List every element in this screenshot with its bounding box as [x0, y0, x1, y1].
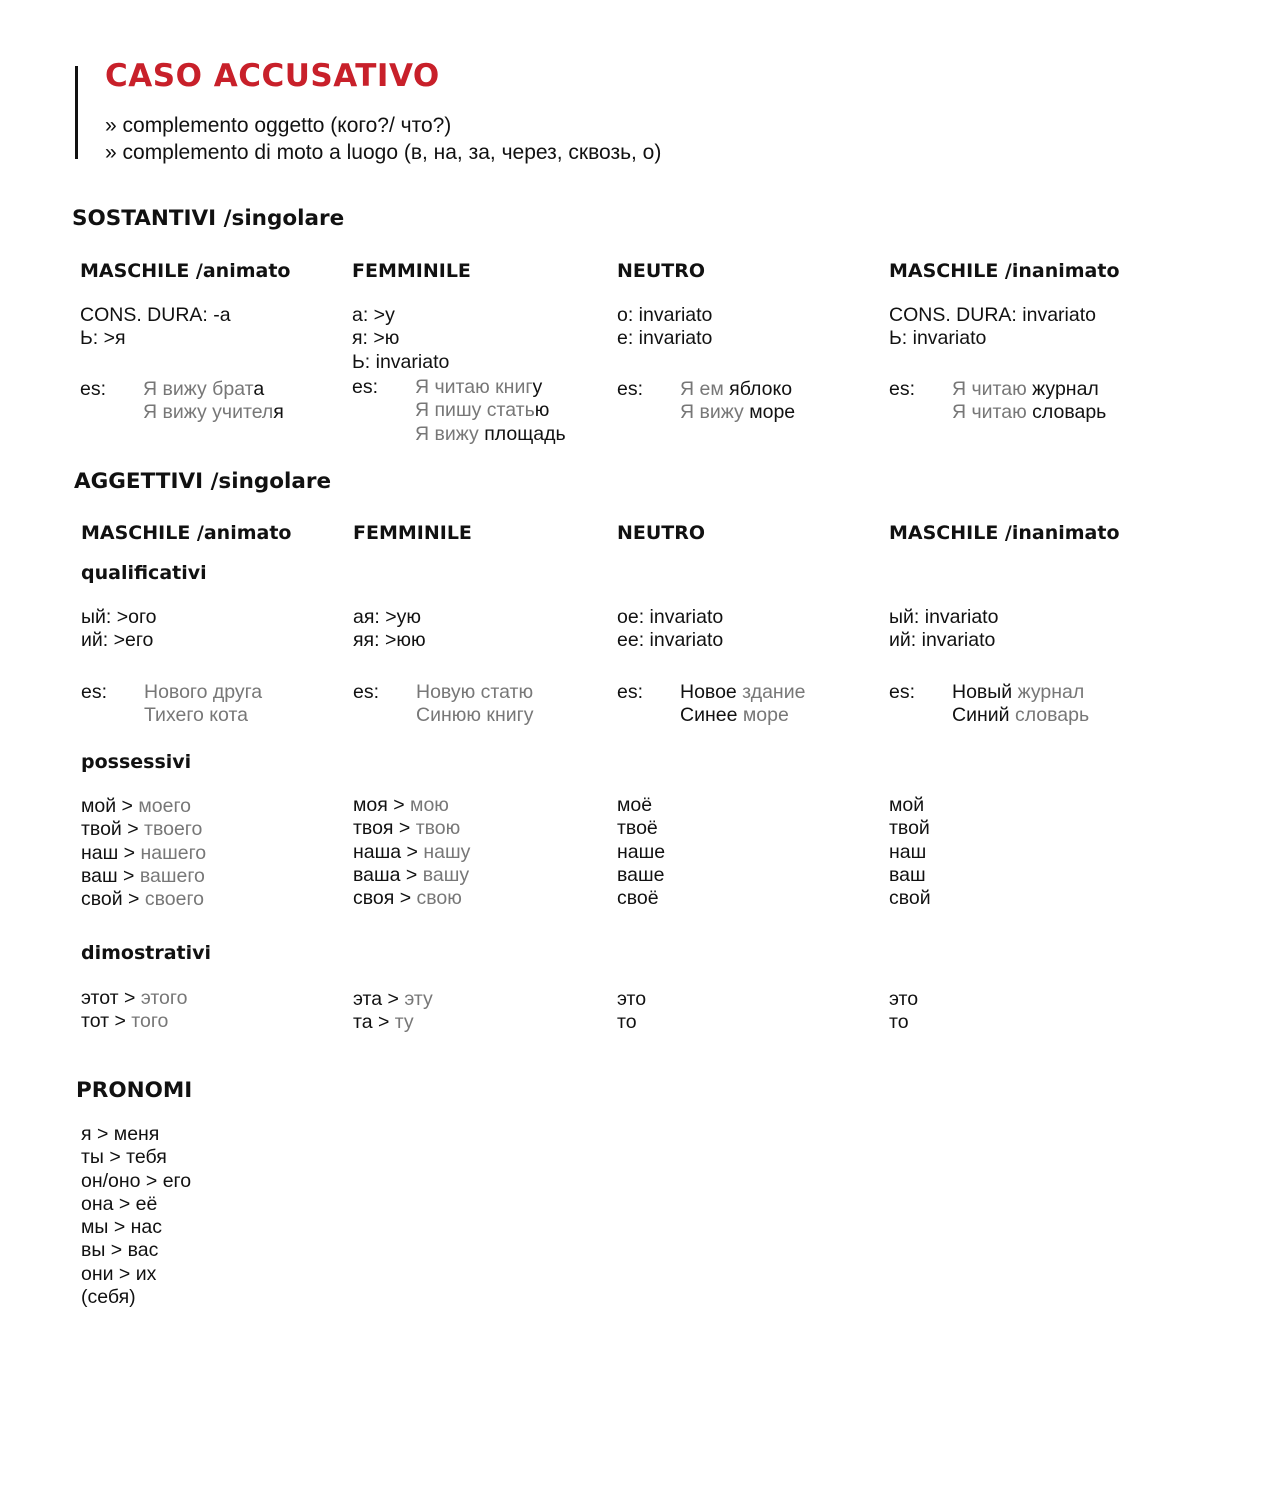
list-item: своё — [617, 887, 659, 910]
section-title-pronomi: PRONOMI — [76, 1078, 193, 1103]
list-item: наш — [889, 840, 927, 863]
example: Я читаю книгу — [415, 376, 543, 398]
rule: е: invariato — [617, 327, 713, 350]
list-item: это — [889, 988, 919, 1010]
example: Я пишу статью — [415, 399, 550, 422]
example: Я вижу брата — [143, 378, 265, 400]
rule: ый: invariato — [889, 606, 999, 628]
rule: а: >у — [352, 304, 395, 326]
rules-list — [80, 304, 231, 351]
list-item: тот > того — [81, 1010, 169, 1033]
list-item: твоё — [617, 817, 658, 840]
subsection-title-possessivi: possessivi — [81, 751, 192, 773]
es-label: es: — [81, 681, 108, 703]
rule: яя: >юю — [353, 629, 426, 652]
column-heading: FEMMINILE — [352, 260, 471, 282]
list-item: ваше — [617, 863, 665, 886]
rule: ая: >ую — [353, 606, 422, 628]
example-list — [415, 376, 566, 446]
list-item: мы > нас — [81, 1216, 163, 1239]
example-list — [680, 378, 795, 425]
example: Я вижу море — [680, 401, 796, 424]
page-title: CASO ACCUSATIVO — [105, 58, 440, 94]
subsection-title-qualificativi: qualificativi — [81, 562, 207, 584]
rule: ое: invariato — [617, 606, 724, 628]
rules-list — [889, 304, 1096, 351]
example: Тихего кота — [144, 704, 249, 727]
example: Я вижу учителя — [143, 401, 284, 424]
column-heading: NEUTRO — [617, 522, 706, 544]
rule: ий: invariato — [889, 629, 996, 652]
list-item: свой > своего — [81, 888, 204, 911]
rule: я: >ю — [352, 327, 400, 350]
rule: Ь: invariato — [889, 327, 987, 350]
rule: CONS. DURA: invariato — [889, 304, 1096, 326]
list-item: этот > этого — [81, 987, 188, 1009]
list-item: наша > нашу — [353, 840, 471, 863]
list-item: ваш > вашего — [81, 864, 205, 887]
list-item: своя > свою — [353, 887, 462, 910]
es-label: es: — [80, 378, 107, 400]
example: Синий словарь — [952, 704, 1090, 727]
rule: ый: >ого — [81, 606, 157, 628]
list-item: мой > моего — [81, 795, 192, 817]
list-item: твоя > твою — [353, 817, 461, 840]
es-label: es: — [889, 681, 916, 703]
demonstrative-list — [353, 988, 433, 1035]
rules-list — [889, 606, 998, 653]
section-title-aggettivi: AGGETTIVI /singolare — [74, 469, 332, 494]
list-item: (себя) — [81, 1286, 136, 1309]
header-bullet: » complemento di moto a luogo (в, на, за, через, сквозь, о) — [105, 141, 662, 164]
list-item: ты > тебя — [81, 1146, 167, 1169]
demonstrative-list — [81, 987, 187, 1034]
example: Синее море — [680, 704, 789, 727]
list-item: мой — [889, 794, 925, 816]
rules-list — [81, 606, 157, 653]
possessive-list — [81, 795, 206, 911]
example: Новый журнал — [952, 681, 1085, 703]
example: Синюю книгу — [416, 704, 534, 727]
list-item: ваш — [889, 863, 926, 886]
demonstrative-list — [617, 988, 646, 1035]
list-item: твой > твоего — [81, 818, 203, 841]
example: Я ем яблоко — [680, 378, 793, 400]
possessive-list — [889, 794, 931, 910]
es-label: es: — [617, 681, 644, 703]
list-item: то — [617, 1011, 637, 1034]
list-item: это — [617, 988, 647, 1010]
example-list — [952, 378, 1106, 425]
list-item: наше — [617, 840, 666, 863]
example: Я читаю журнал — [952, 378, 1099, 400]
list-item: ваша > вашу — [353, 863, 470, 886]
example: Я читаю словарь — [952, 401, 1107, 424]
possessive-list — [617, 794, 665, 910]
list-item: та > ту — [353, 1011, 414, 1034]
list-item: свой — [889, 887, 931, 910]
list-item: моё — [617, 794, 653, 816]
demonstrative-list — [889, 988, 918, 1035]
list-item: то — [889, 1011, 909, 1034]
es-label: es: — [353, 681, 380, 703]
list-item: она > её — [81, 1192, 158, 1215]
rules-list — [617, 606, 723, 653]
list-item: эта > эту — [353, 988, 433, 1010]
list-item: он/оно > его — [81, 1169, 192, 1192]
rules-list — [353, 606, 426, 653]
es-label: es: — [352, 376, 379, 398]
rule: Ь: >я — [80, 327, 126, 350]
possessive-list — [353, 794, 470, 910]
rule: о: invariato — [617, 304, 713, 326]
list-item: я > меня — [81, 1123, 160, 1145]
rules-list — [352, 304, 449, 374]
list-item: твой — [889, 817, 930, 840]
example: Нового друга — [144, 681, 263, 703]
subsection-title-dimostrativi: dimostrativi — [81, 942, 212, 964]
column-heading: MASCHILE /animato — [80, 260, 291, 282]
column-heading: FEMMINILE — [353, 522, 472, 544]
rule: ее: invariato — [617, 629, 724, 652]
pronoun-list — [81, 1123, 191, 1309]
list-item: наш > нашего — [81, 841, 207, 864]
example-list — [416, 681, 533, 728]
es-label: es: — [617, 378, 644, 400]
example-list — [952, 681, 1089, 728]
list-item: моя > мою — [353, 794, 449, 816]
column-heading: MASCHILE /animato — [81, 522, 292, 544]
es-label: es: — [889, 378, 916, 400]
column-heading: NEUTRO — [617, 260, 706, 282]
example-list — [143, 378, 284, 425]
column-heading: MASCHILE /inanimato — [889, 260, 1120, 282]
section-title-sostantivi: SOSTANTIVI /singolare — [72, 206, 345, 231]
example: Новое здание — [680, 681, 806, 703]
example-list — [680, 681, 805, 728]
rule: ий: >его — [81, 629, 154, 652]
rules-list — [617, 304, 712, 351]
rule: Ь: invariato — [352, 350, 450, 373]
example-list — [144, 681, 262, 728]
example: Я вижу площадь — [415, 422, 566, 445]
column-heading: MASCHILE /inanimato — [889, 522, 1120, 544]
header-bullet: » complemento oggetto (кого?/ что?) — [105, 114, 452, 137]
header-accent-bar — [75, 66, 78, 159]
example: Новую статю — [416, 681, 534, 703]
list-item: вы > вас — [81, 1239, 159, 1262]
list-item: они > их — [81, 1262, 157, 1285]
rule: CONS. DURA: -а — [80, 304, 231, 326]
